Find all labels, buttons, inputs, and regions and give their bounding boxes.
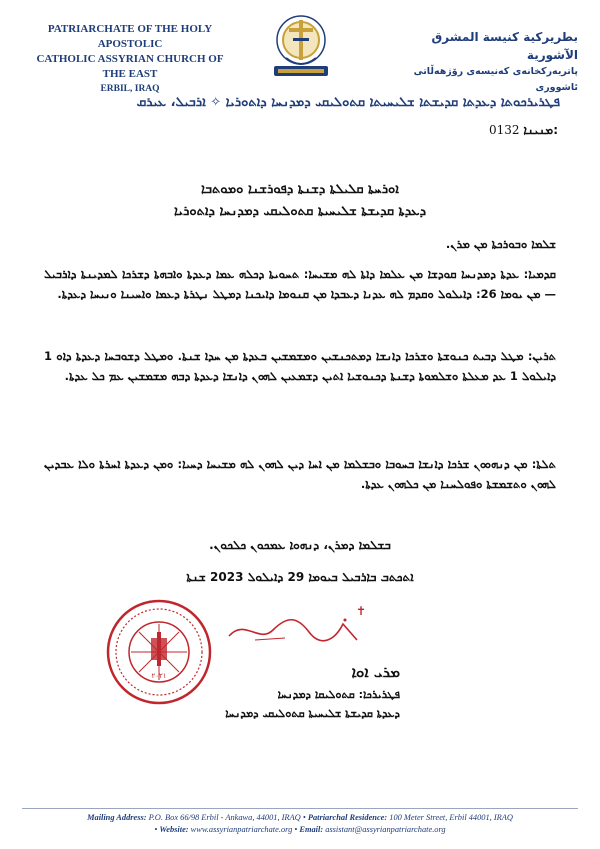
letterhead-kurdish-line: پاتریەرکخانەی کەنیسەی رۆژهەڵاتی ئاشووری	[413, 66, 578, 93]
footer-line-2: • Website: www.assyrianpatriarchate.org • Email: assistant@assyrianpatriarchate.org	[154, 825, 446, 834]
signature-title-line-1: ܦܛܪܝܪܟܐ: ܩܬܘܠܝܩܐ ܕܡܕܢܚܐ	[277, 688, 400, 701]
footer-line-1: Mailing Address: P.O. Box 66/98 Erbil - Ankawa, 44001, IRAQ • Patriarchal Residence: 100 Meter Street, Erbil 44001, IRAQ	[87, 813, 513, 822]
residence-label: Patriarchal Residence:	[307, 813, 388, 822]
mailing-label: Mailing Address:	[87, 813, 147, 822]
syriac-header-line: ܦܛܪܝܪܟܘܬܐ ܕܥܕܬܐ ܩܕܝܫܬܐ ܫܠܝܚܝܬܐ ܩܬܘܠܝܩܝ ܕܡܕܢܚܐ ܕܐܬܘܪܝܐ ✧ ܐܪܒܝܠ، ܥܝܪܩ	[136, 95, 560, 110]
salutation: ܫܠܡܐ ܘܒܘܪܟܬܐ ܡܢ ܡܪܢ.	[445, 237, 556, 251]
footer	[20, 812, 580, 836]
subject-line-1: ܐܘܪܚܬܐ ܩܠܝܠܬܐ ܕܫܢܬܐ ܕܦܘܪܫܢܐ ܘܡܘܬܒܐ	[201, 182, 399, 197]
website-label: Website:	[159, 825, 189, 834]
letterhead-english-line1: PATRIARCHATE OF THE HOLY APOSTOLIC	[47, 23, 213, 50]
body-paragraph-3: ܬܠܬܐ: ܡܢ ܕܢܗܘܘܢ ܫܪܟܐ ܕܐܢܫܐ ܒܚܘܒܐ ܘܒܫܠܡܐ ܡܢ ܐܚܐ ܕܝܢ ܠܗܘܢ ܠܗ ܡܫܝܚܐ ܕܚܝܐ: ܘܡܢ ܕܥܕܬܐ ܐܚܪܬܐ ܘܠܐ ܥܒܕܝܢ ܠܗܘܢ ܘܬܫܡܫܬܐ ܘܦܘܠܚܢܐ ܡܢ ܟܠܗܘܢ ܥܕܬܐ.	[44, 457, 556, 491]
body-paragraph-1: ܩܕܡܝܐ: ܥܕܬܐ ܕܡܕܢܚܐ ܩܘܕܫܐ ܡܢ ܥܠܡܐ ܕܐܬܐ ܠܗ ܡܫܝܚܐ: ܬܚܘܝܬܐ ܕܟܠܗ ܥܡܐ ܕܥܕܬܐ ܘܐܒܗܬܐ ܕܫܪܟܐ ܠܡܕܝܢܬܐ ܕܐܪܒܝܠ — ܡܢ ܝܘܡܐ 26: ܕܐܝܠܘܠ ܘܩܕܡ ܠܗ ܥܕܢܐ ܕܥܒܕܐ ܡܢ ܩܢܘܡܐ ܕܐܝܟܢܐ ܕܡܛܠ ܢܛܪܬܐ ܕܥܡܐ ܘܐܚܝܢܐ ܘܢܝܚܐ ܕܥܕܬܐ.	[44, 267, 556, 301]
website-link[interactable]: www.assyrianpatriarchate.org	[190, 825, 293, 834]
handwritten-signature-icon	[225, 610, 365, 650]
email-label: Email:	[299, 825, 324, 834]
patriarchate-emblem-icon	[260, 12, 342, 84]
signature-title-line-2: ܕܥܕܬܐ ܩܕܝܫܬܐ ܫܠܝܚܝܬܐ ܩܬܘܠܝܩܝ ܕܡܕܢܚܐ	[225, 707, 400, 720]
reference-value: 0132	[489, 123, 520, 137]
seal-year: ٢٠٢١	[151, 672, 167, 680]
mailing-address: P.O. Box 66/98 Erbil - Ankawa, 44001, IRAQ	[148, 813, 301, 822]
letterhead-arabic	[378, 28, 578, 96]
subject-line-2: ܕܥܕܬܐ ܩܕܝܫܬܐ ܫܠܝܚܝܬܐ ܩܬܘܠܝܩܝ ܕܡܕܢܚܐ ܕܐܬܘܪܝܐ	[173, 204, 427, 219]
email-link[interactable]: assistant@assyrianpatriarchate.org	[325, 825, 446, 834]
reference-label: ܡܢܝܢܐ:	[523, 123, 558, 137]
reference-number	[489, 123, 558, 138]
body-paragraph-2: ܬܪܝܢ: ܡܛܠ ܕܒܝܬ ܟܢܘܫܬܐ ܘܫܪܟܐ ܕܐܢܫܐ ܕܡܬܟܢܫܝܢ ܘܡܫܡܫܝܢ ܒܥܕܬܐ ܡܢ ܚܕܐ ܫܢܬܐ. ܘܡܛܠ ܕܫܘܒܚܐ ܕܥܕܬܐ ܕܐܘ 1 ܕܐܝܠܘܠ 1 ܥܕ ܡܥܠܬܐ ܘܫܠܡܘܬܐ ܕܫܢܬܐ ܕܟܢܘܫܝܐ ܐܬܝܢ ܕܫܡܥܝܢ ܠܗܘܢ ܕܐܢܫܐ ܕܥܕܬܐ ܕܒܗ ܡܫܡܫܝܢ ܥܡ ܟܠ ܥܕܬܐ.	[44, 349, 556, 383]
blessing-line: ܒܫܠܡܐ ܕܡܪܢ، ܕܢܗܘܐ ܥܡܟܘܢ ܟܠܟܘܢ.	[209, 538, 391, 552]
signature-name: ܡܪܝ ܐܘܐ	[351, 663, 400, 681]
letterhead-arabic-line: بطريركية كنيسة المشرق الآشورية	[431, 30, 578, 62]
letterhead-english	[30, 22, 230, 97]
residence-address: 100 Meter Street, Erbil 44001, IRAQ	[389, 813, 513, 822]
date-line: ܐܬܟܬܒ ܒܐܪܒܝܠ ܒܝܘܡܐ 29 ܕܐܝܠܘܠ 2023 ܫܢܬܐ	[186, 570, 414, 584]
letterhead-english-line3: ERBIL, IRAQ	[100, 84, 160, 94]
footer-divider	[22, 808, 578, 809]
letterhead-english-line2: CATHOLIC ASSYRIAN CHURCH OF THE EAST	[36, 53, 224, 80]
red-cross-mark-icon: ✝	[356, 604, 367, 618]
